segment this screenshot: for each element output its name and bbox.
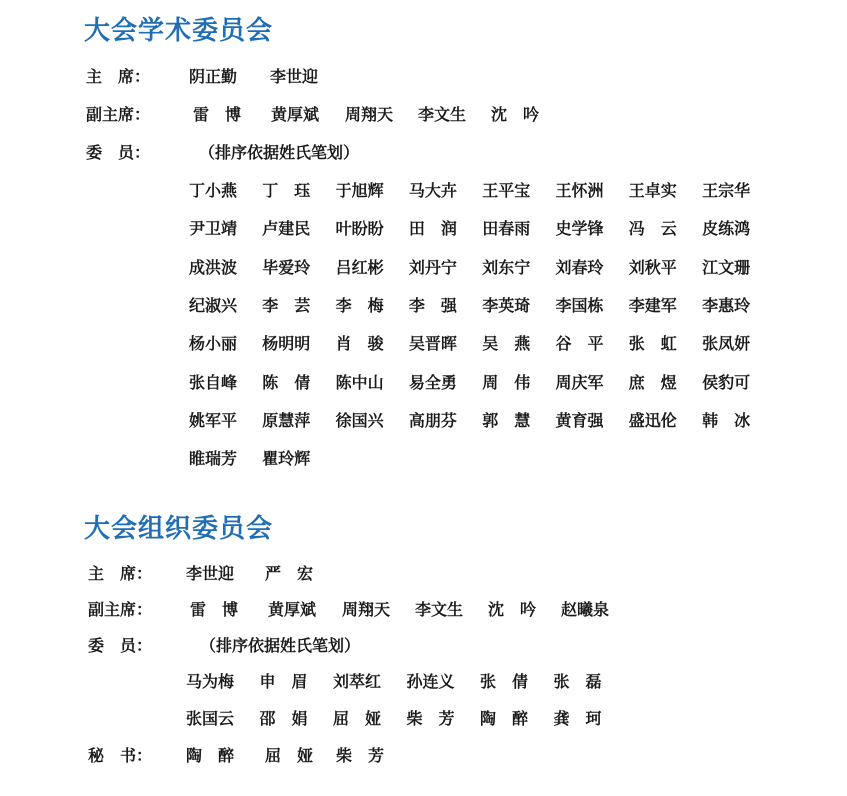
academic-chair-label: 主 席： [86,67,151,86]
organizing-vice-chair-name: 黄厚斌 [268,600,317,619]
organizing-member-name: 张国云 [186,709,235,728]
academic-vice-chair-name: 沈 吟 [491,105,540,124]
academic-member-name: 吴晋晖 [408,334,457,354]
organizing-member-name: 马为梅 [186,672,235,691]
academic-member-name: 张 虹 [628,334,677,354]
academic-member-name: 冯 云 [628,219,677,239]
academic-member-name: 吕红彬 [335,257,384,277]
academic-member-name: 李英琦 [482,295,531,315]
academic-member-name: 李 芸 [262,295,311,315]
academic-member-name: 田 润 [408,219,457,239]
organizing-secretary-name: 陶 醉 [186,746,235,765]
organizing-member-name: 屈 娅 [333,709,382,728]
academic-member-name: 李 梅 [335,295,384,315]
academic-member-label: 委 员： [86,143,151,162]
organizing-member-name: 孙连义 [406,672,455,691]
organizing-secretary-name: 柴 芳 [336,746,385,765]
organizing-member-name: 刘萃红 [333,672,382,691]
academic-member-name: 高朋芬 [408,410,457,430]
academic-member-name: 韩 冰 [702,410,751,430]
academic-member-name: 马大卉 [408,181,457,200]
academic-member-name: 易全勇 [408,372,457,392]
academic-member-name: 尹卫靖 [189,219,238,239]
academic-member-name: 张自峰 [189,372,238,392]
organizing-member-name: 邵 娟 [259,709,308,728]
academic-member-name: 陈中山 [335,372,384,392]
academic-member-sort-note: （排序依据姓氏笔划） [199,143,360,162]
academic-vice-chair-name: 雷 博 [193,105,242,124]
organizing-secretary-name: 屈 娅 [265,746,314,765]
organizing-member-name: 张 磊 [553,672,602,691]
academic-member-name: 刘秋平 [628,257,677,277]
academic-member-name: 叶盼盼 [335,219,384,239]
academic-member-name: 杨明明 [262,334,311,354]
academic-member-name: 王怀洲 [555,181,604,200]
academic-member-name: 纪淑兴 [189,295,238,315]
academic-committee-title: 大会学术委员会 [84,16,274,46]
organizing-chair-name: 严 宏 [265,564,314,583]
organizing-member-label: 委 员： [88,636,153,655]
organizing-member-name: 柴 芳 [406,709,455,728]
academic-vice-chair-name: 黄厚斌 [271,105,320,124]
academic-member-name: 毕爱玲 [262,257,311,277]
organizing-chair-label: 主 席： [88,564,153,583]
organizing-member-name: 龚 珂 [553,709,602,728]
academic-member-name: 成洪波 [189,257,238,277]
organizing-vice-chair-label: 副主席： [88,600,153,619]
organizing-member-name: 张 倩 [480,672,529,691]
academic-member-name: 皮练鸿 [702,219,751,239]
organizing-vice-chair-name: 周翔天 [342,600,391,619]
academic-vice-chair-name: 李文生 [418,105,467,124]
academic-member-name: 李惠玲 [702,295,751,315]
academic-member-name: 黄育强 [555,410,604,430]
academic-member-name: 肖 骏 [335,334,384,354]
academic-member-name: 姚军平 [189,410,238,430]
academic-member-name: 周 伟 [482,372,531,392]
academic-member-name: 谷 平 [555,334,604,354]
academic-chair-name: 阴正勤 [189,67,238,86]
organizing-member-sort-note: （排序依据姓氏笔划） [200,636,361,655]
academic-member-name: 睢瑞芳 [189,449,238,469]
academic-member-name: 刘丹宁 [408,257,457,277]
academic-member-name: 刘东宁 [482,257,531,277]
academic-member-name: 徐国兴 [335,410,384,430]
organizing-vice-chair-name: 李文生 [415,600,464,619]
academic-member-name: 李建军 [628,295,677,315]
academic-member-name: 李国栋 [555,295,604,315]
academic-member-name: 江文珊 [702,257,751,277]
organizing-secretary-label: 秘 书： [88,746,153,765]
academic-member-name: 吴 燕 [482,334,531,354]
organizing-vice-chair-name: 雷 博 [190,600,239,619]
academic-member-name: 原慧萍 [262,410,311,430]
organizing-member-name: 陶 醉 [480,709,529,728]
academic-member-name: 张凤妍 [702,334,751,354]
academic-member-name: 王平宝 [482,181,531,200]
academic-member-name: 史学锋 [555,219,604,239]
academic-member-name: 周庆军 [555,372,604,392]
organizing-member-name: 申 眉 [259,672,308,691]
organizing-chair-name: 李世迎 [186,564,235,583]
academic-member-name: 侯豹可 [702,372,751,392]
organizing-committee-title: 大会组织委员会 [84,514,274,544]
academic-member-name: 杨小丽 [189,334,238,354]
academic-member-name: 庶 煜 [628,372,677,392]
academic-member-name: 王宗华 [702,181,751,200]
academic-member-name: 李 强 [408,295,457,315]
academic-member-name: 王卓实 [628,181,677,200]
academic-member-name: 盛迅伦 [628,410,677,430]
academic-member-name: 郭 慧 [482,410,531,430]
academic-vice-chair-label: 副主席： [86,105,151,124]
academic-member-name: 刘春玲 [555,257,604,277]
organizing-vice-chair-name: 赵曦泉 [561,600,610,619]
academic-member-name: 卢建民 [262,219,311,239]
academic-member-name: 丁 珏 [262,181,311,200]
academic-member-name: 陈 倩 [262,372,311,392]
academic-member-name: 于旭辉 [335,181,384,200]
academic-vice-chair-name: 周翔天 [345,105,394,124]
academic-member-name: 瞿玲辉 [262,449,311,469]
organizing-vice-chair-name: 沈 吟 [488,600,537,619]
academic-member-name: 丁小燕 [189,181,238,200]
academic-chair-name: 李世迎 [270,67,319,86]
academic-member-name: 田春雨 [482,219,531,239]
